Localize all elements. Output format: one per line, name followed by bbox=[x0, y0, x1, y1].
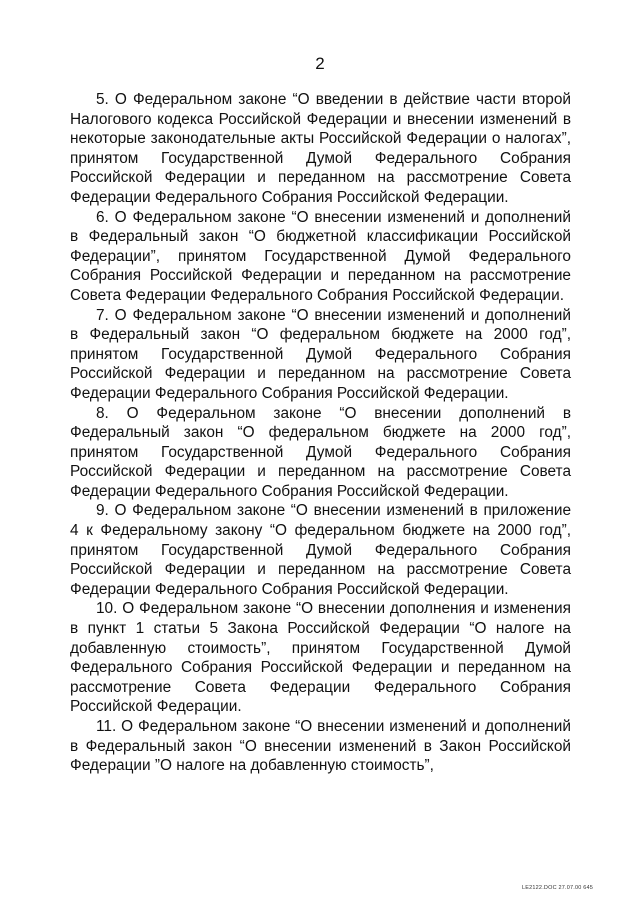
list-item: 10. О Федеральном законе “О внесении дополнения и изменения в пункт 1 статьи 5 Закона Российской Федерации “О налоге на добавленную стоимость”, принятом Государственной Думой Федерального Собрания Российской Федерации и переданном на рассмотрение Совета Федерации Федерального Собрания Российской Федерации. bbox=[70, 600, 571, 716]
document-body bbox=[70, 90, 571, 776]
list-item: 6. О Федеральном законе “О внесении изменений и дополнений в Федеральный закон “О бюджетной классификации Российской Федерации”, принятом Государственной Думой Федерального Собрания Российской Федерации и переданном на рассмотрение Совета Федерации Федерального Собрания Российской Федерации. bbox=[70, 208, 571, 304]
list-item: 11. О Федеральном законе “О внесении изменений и дополнений в Федеральный закон “О внесении изменений в Закон Российской Федерации ”О налоге на добавленную стоимость”, bbox=[70, 718, 571, 775]
list-item: 9. О Федеральном законе “О внесении изменений в приложение 4 к Федеральному закону “О федеральном бюджете на 2000 год”, принятом Государственной Думой Федерального Собрания Российской Федерации и переданном на рассмотрение Совета Федерации Федерального Собрания Российской Федерации. bbox=[70, 502, 571, 598]
list-item: 8. О Федеральном законе “О внесении дополнений в Федеральный закон “О федеральном бюджете на 2000 год”, принятом Государственной Думой Федерального Собрания Российской Федерации и переданном на рассмотрение Совета Федерации Федерального Собрания Российской Федерации. bbox=[70, 404, 571, 500]
document-footer: LE2122.DOC 27.07.00 645 bbox=[522, 885, 593, 891]
page-number: 2 bbox=[315, 54, 325, 73]
list-item: 5. О Федеральном законе “О введении в действие части второй Налогового кодекса Российской Федерации и внесении изменений в некоторые законодательные акты Российской Федерации о налогах”, принятом Государственной Думой Федерального Собрания Российской Федерации и переданном на рассмотрение Совета Федерации Федерального Собрания Российской Федерации. bbox=[70, 91, 571, 206]
list-item: 7. О Федеральном законе “О внесении изменений и дополнений в Федеральный закон “О федеральном бюджете на 2000 год”, принятом Государственной Думой Федерального Собрания Российской Федерации и переданном на рассмотрение Совета Федерации Федерального Собрания Российской Федерации. bbox=[70, 306, 571, 402]
